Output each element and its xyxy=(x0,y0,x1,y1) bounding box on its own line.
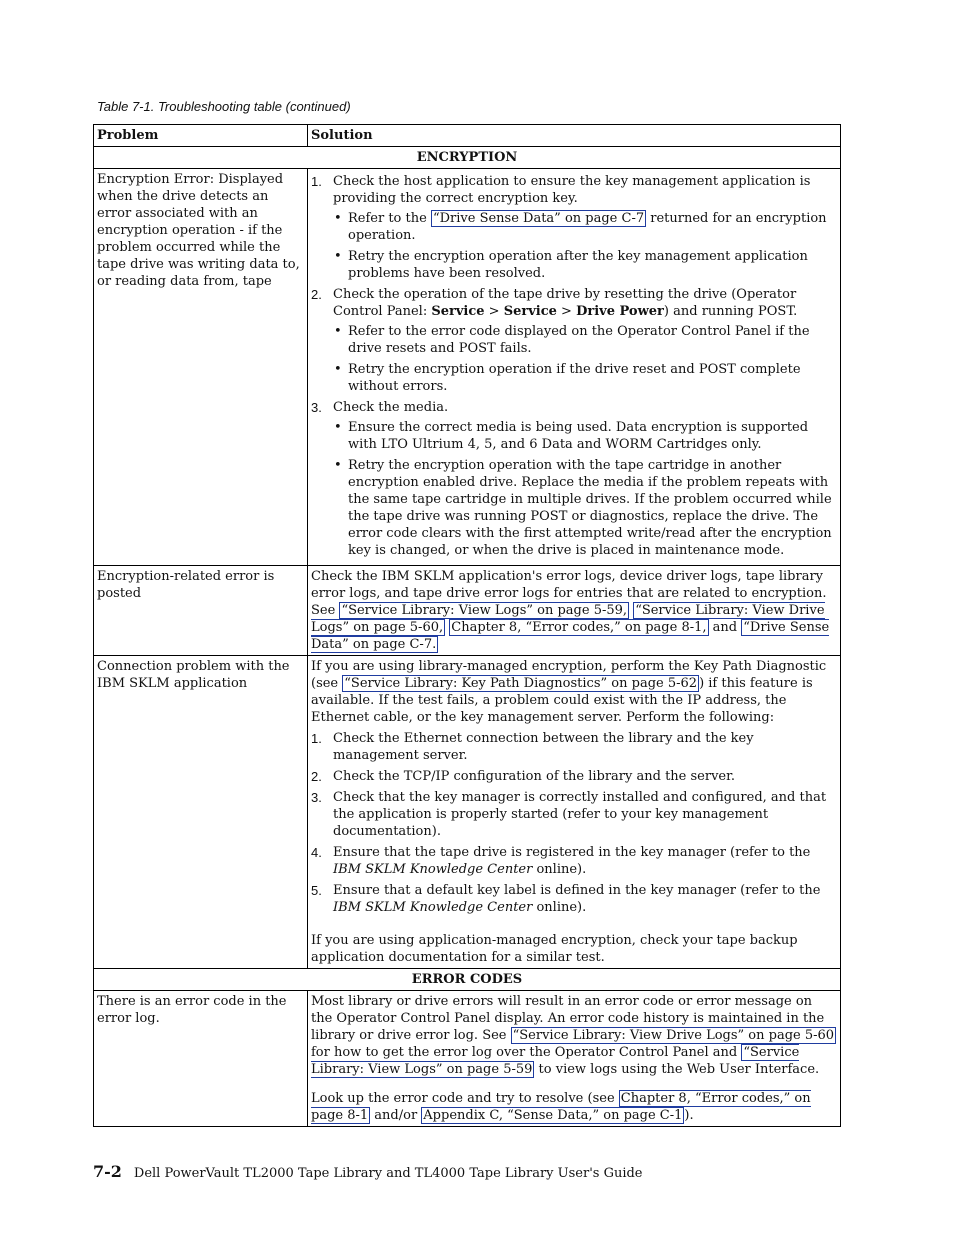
text-run: Check the IBM SKLM application's error logs, device driver logs, tape library error logs, and tape drive error logs for entries that are related to encryption. See xyxy=(311,569,827,618)
problem-cell: Connection problem with the IBM SKLM application xyxy=(94,656,308,969)
table-row xyxy=(94,566,841,656)
text-run: ) if this feature is available. If the test fails, a problem could exist with the IP address, the Ethernet cable, or the key management server. Perform the following: xyxy=(311,676,813,725)
solution-paragraph xyxy=(311,1090,837,1124)
bullet-list xyxy=(333,323,837,395)
table-caption: Table 7-1. Troubleshooting table (continued) xyxy=(97,99,351,114)
bullet-item: • Retry the encryption operation if the drive reset and POST complete without errors. xyxy=(348,361,837,395)
spacer xyxy=(311,1078,837,1090)
link-view-drive-logs[interactable]: “Service Library: View Drive Logs” on page 5-60, xyxy=(311,603,825,635)
spacer xyxy=(311,920,837,932)
table-row xyxy=(94,656,841,969)
text-run: Ensure that a default key label is defined in the key manager (refer to the xyxy=(333,883,821,898)
solution-paragraph xyxy=(311,658,837,726)
text-run: online). xyxy=(532,900,587,915)
solution-cell xyxy=(308,991,841,1127)
link-drive-sense-data[interactable]: “Drive Sense Data” on page C-7. xyxy=(311,620,830,652)
link-view-drive-logs[interactable]: “Service Library: View Drive Logs” on page 5-60 xyxy=(512,1028,835,1043)
menu-separator: > xyxy=(556,304,577,319)
step-text: Check the media. xyxy=(333,400,449,415)
text-run: ) and running POST. xyxy=(663,304,798,319)
bullet-item: • Retry the encryption operation after the key management application problems have been resolved. xyxy=(348,248,837,282)
text-run: returned for an encryption operation. xyxy=(348,211,827,243)
text-run: for how to get the error log over the Operator Control Panel and xyxy=(311,1045,742,1060)
step-item: Check the Ethernet connection between the library and the key management server. xyxy=(333,731,754,763)
table-row xyxy=(94,991,841,1127)
bullet-item: • Refer to the error code displayed on the Operator Control Panel if the drive resets and POST fails. xyxy=(348,323,837,357)
bullet-item xyxy=(348,210,837,244)
step-text: Check the host application to ensure the key management application is providing the correct encryption key. xyxy=(333,174,811,206)
bullet-list xyxy=(333,210,837,282)
doc-reference: IBM SKLM Knowledge Center xyxy=(333,900,533,915)
doc-reference: IBM SKLM Knowledge Center xyxy=(333,862,533,877)
solution-cell xyxy=(308,566,841,656)
text-run: Most library or drive errors will result in an error code or error message on the Operator Control Panel display. An error code history is maintained in the library or drive error log. See xyxy=(311,994,825,1043)
text-run: to view logs using the Web User Interface. xyxy=(534,1062,820,1077)
step-item xyxy=(333,399,837,559)
link-error-codes-chapter[interactable]: Chapter 8, “Error codes,” on page 8-1 xyxy=(311,1091,811,1123)
solution-cell xyxy=(308,656,841,969)
problem-cell: There is an error code in the error log. xyxy=(94,991,308,1127)
text-run: ). xyxy=(684,1108,694,1123)
link-view-logs[interactable]: “Service Library: View Logs” on page 5-59 xyxy=(311,1045,800,1077)
text-run: and/or xyxy=(370,1108,422,1123)
text-run: Look up the error code and try to resolve (see xyxy=(311,1091,619,1106)
text-run: If you are using library-managed encryption, perform the Key Path Diagnostic (see xyxy=(311,659,827,691)
table-header-row xyxy=(94,125,841,147)
document-title: Dell PowerVault TL2000 Tape Library and TL4000 Tape Library User's Guide xyxy=(133,1166,643,1181)
text-run: Check the operation of the tape drive by resetting the drive (Operator Control Panel: xyxy=(333,287,797,319)
page-number: 7-2 xyxy=(93,1162,122,1181)
step-item xyxy=(333,882,837,916)
step-item xyxy=(333,844,837,878)
section-row xyxy=(94,147,841,169)
header-problem: Problem xyxy=(94,125,308,147)
link-key-path-diagnostics[interactable]: “Service Library: Key Path Diagnostics” on page 5-62 xyxy=(344,676,698,691)
solution-paragraph xyxy=(311,993,837,1078)
step-item: Check the TCP/IP configuration of the library and the server. xyxy=(333,769,736,784)
page-footer xyxy=(93,1162,643,1181)
step-item xyxy=(333,173,837,282)
menu-path-drive-power: Drive Power xyxy=(576,304,664,319)
troubleshooting-table xyxy=(93,124,841,1127)
section-row xyxy=(94,969,841,991)
bullet-item: • Retry the encryption operation with the tape cartridge in another encryption enabled drive. Replace the media if the problem repeats with the same tape cartridge in multiple drives. If the problem occurred while the tape drive was running POST or diagnostics, replace the drive. The error code clears with the first attempted write/read after the encryption key is changed, or when the drive is placed in maintenance mode. xyxy=(348,457,837,559)
problem-cell: Encryption Error: Displayed when the drive detects an error associated with an encryption operation - if the problem occurred while the tape drive was writing data to, or reading data from, tape xyxy=(94,169,308,566)
solution-paragraph: If you are using application-managed encryption, check your tape backup application documentation for a similar test. xyxy=(311,933,798,965)
header-solution: Solution xyxy=(308,125,841,147)
link-error-codes-chapter[interactable]: Chapter 8, “Error codes,” on page 8-1, xyxy=(451,620,707,635)
step-item: Check that the key manager is correctly installed and configured, and that the application is properly started (refer to your key management documentation). xyxy=(333,790,827,839)
bullet-item: • Ensure the correct media is being used. Data encryption is supported with LTO Ultrium 4, 5, and 6 Data and WORM Cartridges only. xyxy=(348,419,837,453)
text-run: Ensure that the tape drive is registered in the key manager (refer to the xyxy=(333,845,811,860)
table-row xyxy=(94,169,841,566)
step-item xyxy=(333,286,837,395)
bullet-list xyxy=(333,419,837,559)
text-run: Refer to the xyxy=(348,211,431,226)
problem-cell: Encryption-related error is posted xyxy=(94,566,308,656)
solution-cell xyxy=(308,169,841,566)
solution-paragraph xyxy=(311,568,837,653)
menu-path-service: Service xyxy=(431,304,485,319)
link-drive-sense-data[interactable]: “Drive Sense Data” on page C-7 xyxy=(432,211,645,226)
menu-separator: > xyxy=(484,304,504,319)
link-sense-data-appendix[interactable]: Appendix C, “Sense Data,” on page C-1 xyxy=(423,1108,683,1123)
solution-steps xyxy=(311,730,837,916)
text-run: and xyxy=(708,620,742,635)
link-view-logs[interactable]: “Service Library: View Logs” on page 5-59, xyxy=(341,603,628,618)
section-encryption: ENCRYPTION xyxy=(94,147,841,169)
solution-steps xyxy=(311,173,837,559)
menu-path-service-2: Service xyxy=(503,304,557,319)
section-error-codes: ERROR CODES xyxy=(94,969,841,991)
text-run: online). xyxy=(532,862,587,877)
